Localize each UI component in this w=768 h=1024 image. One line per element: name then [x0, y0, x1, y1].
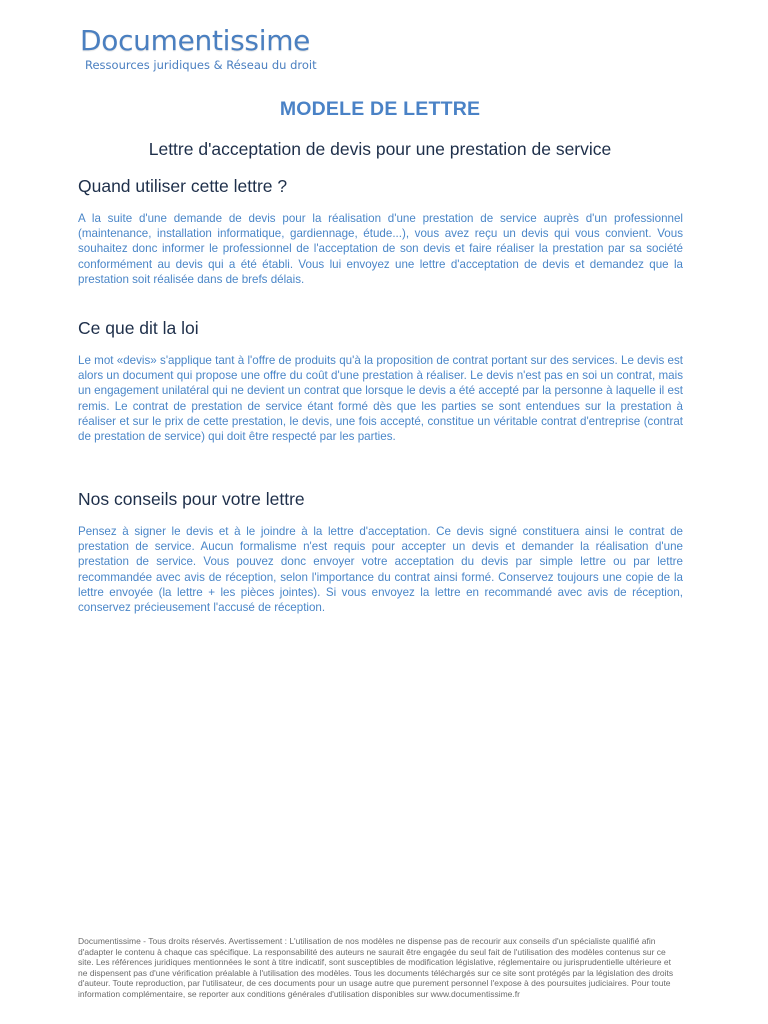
section-body-law: Le mot «devis» s'applique tant à l'offre de produits qu'à la proposition de contrat portant sur des services. Le devis est alors un document qui propose une offre du coût d'une prestation à réaliser. Le devis n'est pas en soi un contrat, mais un engagement unilatéral qui ne devient un contrat que lorsque le devis a été accepté par la personne à laquelle il est remis. Le contrat de prestation de service étant formé dès que les parties se sont entendues sur la prestation à réaliser et sur le prix de cette prestation, le devis, une fois accepté, constitue un véritable contrat d'entreprise (contrat de prestation de service) qui doit être respecté par les parties.	[78, 354, 683, 444]
section-heading-advice: Nos conseils pour votre lettre	[78, 489, 305, 509]
document-title: MODELE DE LETTRE	[279, 98, 481, 120]
document-subtitle: Lettre d'acceptation de devis pour une prestation de service	[148, 139, 612, 159]
section-body-when-to-use: A la suite d'une demande de devis pour la réalisation d'une prestation de service auprès d'un professionnel (maintenance, installation informatique, gardiennage, étude...), vous avez reçu un devis qui vous convient. Vous souhaitez donc informer le professionnel de l'acceptation de son devis et faire réaliser la prestation par sa société conformément au devis qui a été établi. Vous lui envoyez une lettre d'acceptation de devis et demandez que la prestation soit réalisée dans de brefs délais.	[78, 212, 683, 286]
section-heading-law: Ce que dit la loi	[78, 318, 199, 338]
section-heading-when-to-use: Quand utiliser cette lettre ?	[78, 176, 288, 196]
logo-title: Documentissime	[80, 24, 311, 57]
logo-subtitle: Ressources juridiques & Réseau du droit	[85, 58, 317, 72]
brand-logo	[80, 24, 317, 72]
section-body-advice: Pensez à signer le devis et à le joindre à la lettre d'acceptation. Ce devis signé constituera ainsi le contrat de prestation de service. Aucun formalisme n'est requis pour accepter un devis et demander la réalisation d'une prestation de service. Vous pouvez donc envoyer votre acceptation du devis par simple lettre ou par lettre recommandée avec avis de réception, selon l'importance du contrat ainsi formé. Conservez toujours une copie de la lettre envoyée (la lettre + les pièces jointes). Si vous envoyez la lettre en recommandé avec avis de réception, conservez précieusement l'accusé de réception.	[78, 525, 683, 615]
legal-footer: Documentissime - Tous droits réservés. Avertissement : L'utilisation de nos modèles ne dispense pas de recourir aux conseils d'un spécialiste qualifié afin d'adapter le contenu à chaque cas spécifique. La responsabilité des auteurs ne saurait être engagée du seul fait de l'utilisation des modèles contenus sur ce site. Les références juridiques mentionnées le sont à titre indicatif, sont susceptibles de modification législative, réglementaire ou jurisprudentielle ultérieure et ne dispensent pas d'une vérification préalable à l'utilisation des modèles. Tous les documents téléchargés sur ce site sont protégés par la législation des droits d'auteur. Toute reproduction, par l'utilisateur, de ces documents pour un usage autre que purement personnel l'expose à des poursuites judiciaires. Pour toute information complémentaire, se reporter aux conditions générales d'utilisation disponibles sur www.documentissime.fr	[78, 936, 674, 999]
